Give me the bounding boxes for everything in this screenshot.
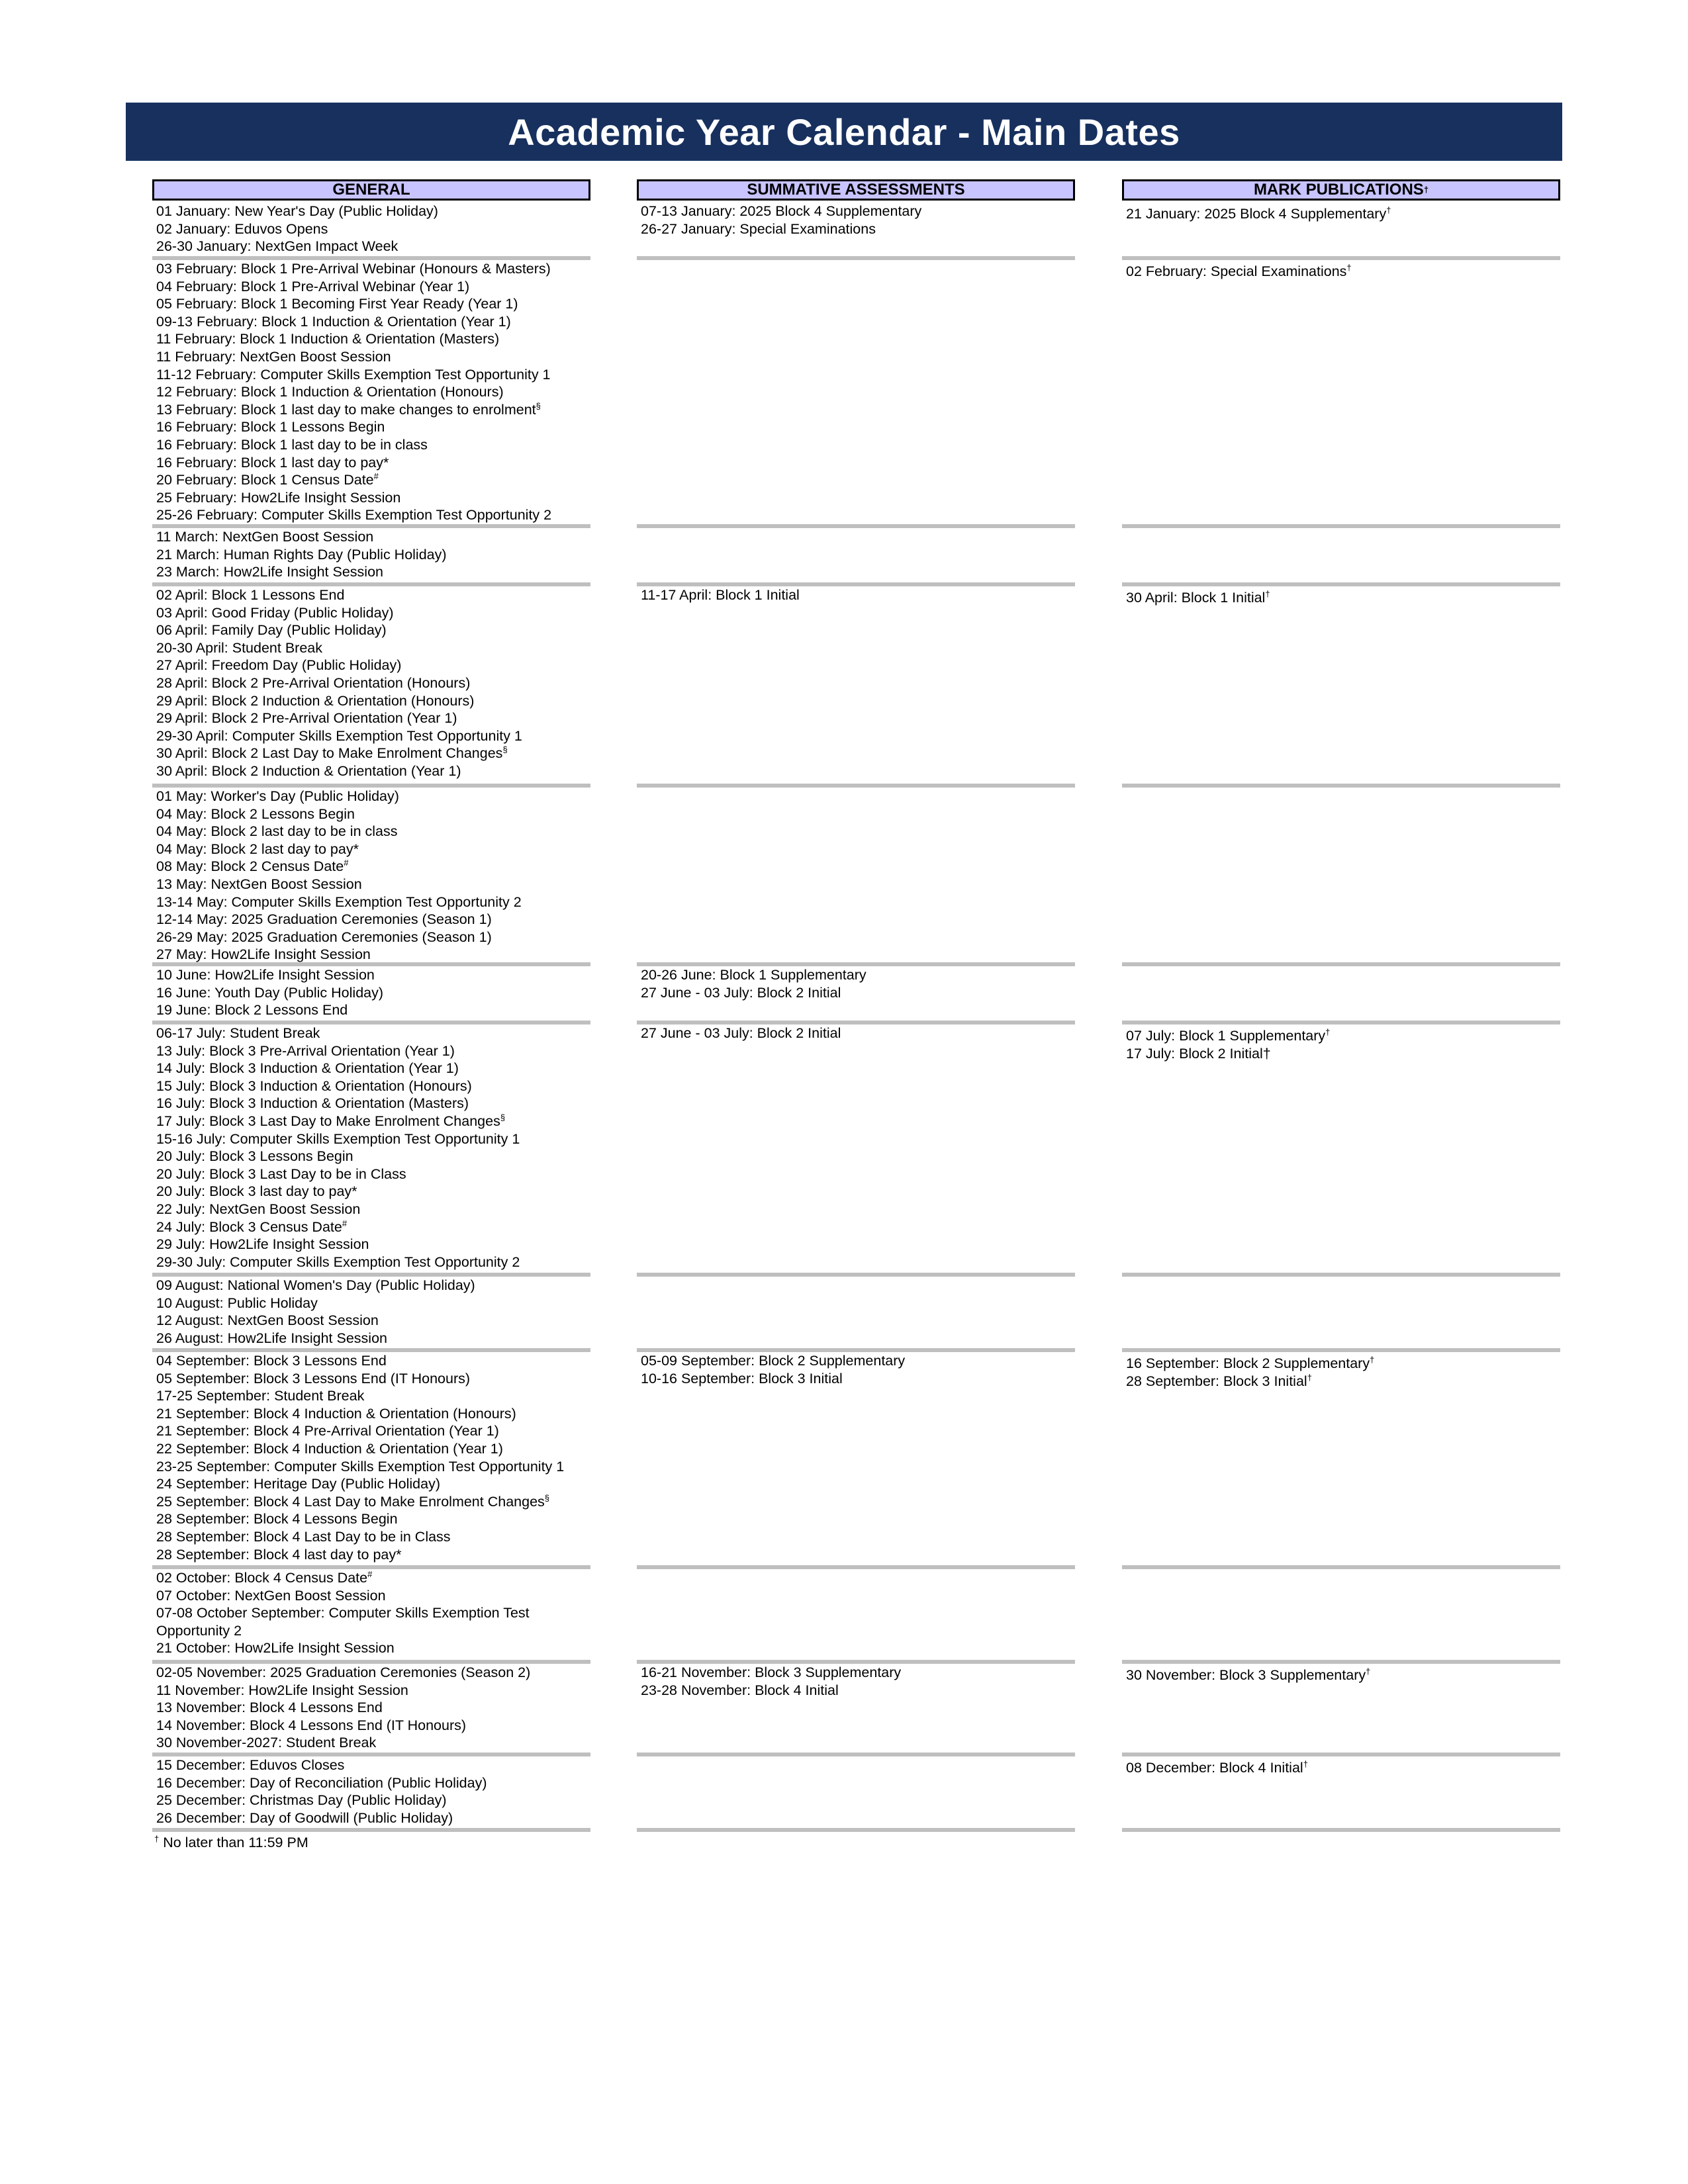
calendar-entry (156, 1569, 372, 1587)
entry-text: 26-27 January: Special Examinations (641, 220, 876, 237)
calendar-entry (641, 1352, 905, 1370)
entry-text: 08 December: Block 4 Initial (1126, 1760, 1303, 1776)
calendar-entry (156, 1312, 379, 1330)
section-divider (637, 1273, 1075, 1277)
calendar-entry (156, 893, 522, 911)
calendar-entry (156, 621, 387, 639)
entry-text: 26-30 January: NextGen Impact Week (156, 238, 399, 255)
entry-text: 13-14 May: Computer Skills Exemption Test Opportunity 2 (156, 893, 522, 910)
entry-text: 20 July: Block 3 last day to pay* (156, 1183, 357, 1200)
entry-text: 04 February: Block 1 Pre-Arrival Webinar (Year 1) (156, 278, 470, 295)
calendar-entry (156, 1510, 398, 1528)
entry-text: 26-29 May: 2025 Graduation Ceremonies (Season 1) (156, 929, 492, 945)
section-divider (152, 1752, 590, 1756)
calendar-entry (156, 1699, 383, 1717)
calendar-entry (156, 260, 551, 278)
entry-text: 16 February: Block 1 last day to pay* (156, 454, 389, 471)
entry-text: 09 August: National Women's Day (Public Holiday) (156, 1277, 475, 1293)
calendar-entry (156, 1664, 530, 1682)
entry-text: 29-30 July: Computer Skills Exemption Test Opportunity 2 (156, 1253, 520, 1270)
footnote-mark: § (500, 1112, 506, 1122)
entry-text: 14 July: Block 3 Induction & Orientation (Year 1) (156, 1060, 459, 1077)
entry-text: 20 July: Block 3 Last Day to be in Class (156, 1165, 406, 1182)
calendar-entry (156, 823, 397, 841)
calendar-entry (1126, 1759, 1308, 1777)
section-divider (1122, 1660, 1560, 1664)
calendar-entry (156, 966, 375, 984)
section-divider (152, 524, 590, 528)
calendar-entry (156, 946, 371, 964)
calendar-entry (156, 1639, 395, 1657)
entry-text: 03 April: Good Friday (Public Holiday) (156, 604, 394, 621)
calendar-entry (156, 1060, 459, 1077)
entry-text: 04 May: Block 2 last day to pay* (156, 841, 359, 857)
calendar-entry (156, 1458, 564, 1476)
calendar-entry (156, 1218, 347, 1236)
entry-text: 16 December: Day of Reconciliation (Public Holiday) (156, 1774, 487, 1791)
calendar-entry (156, 929, 492, 946)
calendar-entry (641, 220, 876, 238)
section-divider (1122, 1565, 1560, 1569)
entry-text: 13 February: Block 1 last day to make changes to enrolment (156, 401, 536, 418)
section-divider (1122, 1752, 1560, 1756)
entry-text: 22 July: NextGen Boost Session (156, 1201, 361, 1217)
calendar-entry (156, 1148, 353, 1165)
entry-text: 24 July: Block 3 Census Date (156, 1218, 342, 1235)
section-divider (152, 1660, 590, 1664)
section-divider (152, 256, 590, 260)
footnote-mark: † (1265, 588, 1270, 599)
calendar-entry (156, 401, 541, 419)
calendar-entry (156, 841, 359, 858)
entry-text: 02 April: Block 1 Lessons End (156, 587, 345, 603)
entry-text: 23-25 September: Computer Skills Exemption Test Opportunity 1 (156, 1458, 565, 1475)
entry-text: 24 September: Heritage Day (Public Holiday) (156, 1476, 441, 1492)
entry-text: 10-16 September: Block 3 Initial (641, 1370, 843, 1387)
entry-text: 25 February: How2Life Insight Session (156, 489, 401, 506)
calendar-entry (156, 762, 461, 780)
section-divider (152, 582, 590, 586)
calendar-entry (156, 1405, 516, 1423)
entry-text: 25 September: Block 4 Last Day to Make Enrolment Changes (156, 1493, 545, 1510)
calendar-entry (156, 1077, 472, 1095)
entry-text: 05 September: Block 3 Lessons End (IT Honours) (156, 1370, 471, 1387)
entry-text: 16 September: Block 2 Supplementary (1126, 1355, 1370, 1371)
section-divider (1122, 962, 1560, 966)
section-divider (152, 1348, 590, 1352)
entry-text: 02 February: Special Examinations (1126, 263, 1347, 279)
entry-text: 16 July: Block 3 Induction & Orientation (Masters) (156, 1095, 469, 1112)
section-divider (637, 1828, 1075, 1832)
calendar-entry (156, 1295, 318, 1312)
entry-text: 27 May: How2Life Insight Session (156, 946, 371, 963)
calendar-entry (641, 203, 921, 220)
footnote (154, 1835, 308, 1851)
section-divider (1122, 1828, 1560, 1832)
entry-text: 01 May: Worker's Day (Public Holiday) (156, 788, 399, 804)
entry-text: 05 February: Block 1 Becoming First Year Ready (Year 1) (156, 296, 518, 312)
page-title: Academic Year Calendar - Main Dates (126, 103, 1562, 161)
section-divider (152, 962, 590, 966)
section-divider (637, 1565, 1075, 1569)
header-general: GENERAL (152, 179, 590, 201)
calendar-entry (156, 1546, 402, 1564)
entry-text: 25 December: Christmas Day (Public Holiday) (156, 1792, 447, 1809)
calendar-entry (156, 563, 383, 581)
calendar-entry (156, 1201, 360, 1218)
section-divider (152, 1273, 590, 1277)
footnote-mark: § (544, 1492, 550, 1503)
calendar-entry (641, 1024, 841, 1042)
calendar-entry (156, 858, 348, 876)
calendar-entry (156, 454, 389, 472)
section-divider (637, 1660, 1075, 1664)
footnote-mark: § (502, 745, 508, 755)
section-divider (637, 1752, 1075, 1756)
calendar-entry (641, 1664, 901, 1682)
entry-text: 11 February: NextGen Boost Session (156, 349, 391, 365)
entry-text: 21 September: Block 4 Induction & Orientation (Honours) (156, 1405, 516, 1422)
section-divider (637, 582, 1075, 586)
entry-text: 13 May: NextGen Boost Session (156, 876, 362, 892)
entry-text: 06-17 July: Student Break (156, 1025, 320, 1041)
entry-text: 04 May: Block 2 last day to be in class (156, 823, 398, 840)
calendar-entry (156, 788, 399, 805)
calendar-entry (1126, 589, 1270, 607)
calendar-entry (156, 1756, 344, 1774)
calendar-entry (156, 348, 391, 366)
calendar-entry (156, 1792, 447, 1809)
entry-text: 20-26 June: Block 1 Supplementary (641, 967, 867, 983)
calendar-entry (1126, 263, 1352, 281)
calendar-entry (156, 639, 322, 657)
footnote-mark: † (1366, 1666, 1371, 1676)
entry-text: 30 April: Block 2 Induction & Orientation (Year 1) (156, 763, 461, 779)
entry-text: 06 April: Family Day (Public Holiday) (156, 622, 387, 639)
calendar-entry (156, 709, 457, 727)
entry-text: 15 July: Block 3 Induction & Orientation (Honours) (156, 1077, 472, 1094)
footnote-mark: # (367, 1569, 373, 1579)
entry-text: 07 October: NextGen Boost Session (156, 1587, 386, 1604)
entry-text: 05-09 September: Block 2 Supplementary (641, 1353, 906, 1369)
entry-text: 07-13 January: 2025 Block 4 Supplementary (641, 203, 922, 219)
footnote-mark: † (1370, 1354, 1375, 1365)
calendar-entry (156, 1475, 440, 1493)
calendar-entry (156, 1236, 369, 1253)
header-mark-publications: MARK PUBLICATIONS † (1122, 179, 1560, 201)
entry-text: 28 September: Block 4 Lessons Begin (156, 1511, 398, 1527)
footnote-text: No later than 11:59 PM (163, 1835, 308, 1850)
calendar-entry (156, 727, 522, 745)
section-divider (152, 1828, 590, 1832)
footnote-mark: † (1307, 1372, 1312, 1383)
section-divider (1122, 784, 1560, 788)
section-divider (1122, 582, 1560, 586)
calendar-entry (156, 1587, 386, 1605)
entry-text: 26 December: Day of Goodwill (Public Holiday) (156, 1809, 453, 1826)
entry-text: 28 September: Block 4 last day to pay* (156, 1546, 402, 1563)
entry-text: 23-28 November: Block 4 Initial (641, 1682, 839, 1698)
calendar-entry (156, 1024, 320, 1042)
footnote-mark: † (1325, 1026, 1331, 1037)
calendar-entry (1126, 205, 1391, 223)
section-divider (152, 784, 590, 788)
entry-text: 16 February: Block 1 last day to be in class (156, 437, 428, 453)
entry-text: 15-16 July: Computer Skills Exemption Test Opportunity 1 (156, 1130, 520, 1147)
entry-text: 07 July: Block 1 Supplementary (1126, 1028, 1326, 1044)
section-divider (152, 1565, 590, 1569)
calendar-entry (1126, 1373, 1312, 1390)
footnote-symbol: † (154, 1833, 160, 1844)
entry-text: 01 January: New Year's Day (Public Holiday) (156, 203, 438, 219)
entry-text: 21 October: How2Life Insight Session (156, 1640, 395, 1657)
entry-text: 20 July: Block 3 Lessons Begin (156, 1148, 353, 1165)
footnote-mark: # (373, 471, 379, 482)
section-divider (1122, 524, 1560, 528)
calendar-entry (156, 657, 401, 674)
calendar-entry (156, 1095, 469, 1113)
entry-text: 17 July: Block 3 Last Day to Make Enrolment Changes (156, 1113, 500, 1129)
calendar-entry (156, 1130, 520, 1148)
calendar-entry (156, 1253, 520, 1271)
section-divider (152, 1021, 590, 1024)
calendar-entry (156, 1387, 364, 1405)
entry-text: 30 April: Block 2 Last Day to Make Enrolment Changes (156, 745, 503, 762)
entry-text: Opportunity 2 (156, 1622, 242, 1639)
calendar-entry (156, 692, 474, 710)
entry-text: 04 September: Block 3 Lessons End (156, 1353, 387, 1369)
footnote-mark: † (1386, 205, 1391, 215)
entry-text: 28 September: Block 4 Last Day to be in Class (156, 1529, 451, 1545)
calendar-entry (641, 984, 841, 1002)
entry-text: 07-08 October September: Computer Skills Exemption Test (156, 1605, 530, 1621)
entry-text: 21 January: 2025 Block 4 Supplementary (1126, 206, 1387, 222)
calendar-entry (156, 330, 499, 348)
calendar-entry (156, 586, 344, 604)
entry-text: 20 February: Block 1 Census Date (156, 472, 374, 488)
calendar-entry (156, 604, 394, 622)
section-divider (1122, 1021, 1560, 1024)
calendar-entry (1126, 1666, 1370, 1684)
entry-text: 27 April: Freedom Day (Public Holiday) (156, 657, 402, 674)
section-divider (637, 784, 1075, 788)
section-divider (637, 256, 1075, 260)
section-divider (1122, 256, 1560, 260)
entry-text: 11 November: How2Life Insight Session (156, 1682, 408, 1698)
calendar-entry (156, 1440, 503, 1458)
entry-text: 13 July: Block 3 Pre-Arrival Orientation (Year 1) (156, 1042, 455, 1059)
calendar-entry (156, 1001, 348, 1019)
entry-text: 15 December: Eduvos Closes (156, 1757, 345, 1773)
calendar-entry (156, 1604, 530, 1622)
footnote-mark: # (342, 1218, 348, 1228)
calendar-entry (156, 1183, 357, 1201)
entry-text: 22 September: Block 4 Induction & Orientation (Year 1) (156, 1441, 503, 1457)
entry-text: 28 September: Block 3 Initial (1126, 1373, 1307, 1389)
calendar-entry (1126, 1045, 1271, 1063)
entry-text: 09-13 February: Block 1 Induction & Orientation (Year 1) (156, 313, 511, 330)
header-summative-assessments: SUMMATIVE ASSESSMENTS (637, 179, 1075, 201)
calendar-entry (156, 1809, 453, 1827)
entry-text: 12-14 May: 2025 Graduation Ceremonies (Season 1) (156, 911, 492, 928)
entry-text: 30 November: Block 3 Supplementary (1126, 1667, 1366, 1683)
entry-text: 08 May: Block 2 Census Date (156, 858, 344, 875)
entry-text: 26 August: How2Life Insight Session (156, 1330, 387, 1346)
calendar-entry (156, 1528, 451, 1546)
section-divider (1122, 1273, 1560, 1277)
calendar-entry (156, 506, 551, 524)
section-divider (1122, 1348, 1560, 1352)
entry-text: 29 April: Block 2 Pre-Arrival Orientation (Year 1) (156, 710, 457, 727)
entry-text: 25-26 February: Computer Skills Exemption Test Opportunity 2 (156, 507, 552, 523)
entry-text: 04 May: Block 2 Lessons Begin (156, 805, 355, 822)
entry-text: 02 January: Eduvos Opens (156, 220, 328, 237)
calendar-entry (156, 295, 518, 313)
entry-text: 29 April: Block 2 Induction & Orientation (Honours) (156, 692, 475, 709)
calendar-entry (156, 528, 373, 546)
entry-text: 11-17 April: Block 1 Initial (641, 587, 800, 603)
calendar-entry (156, 313, 511, 331)
entry-text: 17 July: Block 2 Initial† (1126, 1045, 1271, 1062)
calendar-entry (156, 911, 492, 929)
entry-text: 17-25 September: Student Break (156, 1388, 365, 1404)
calendar-entry (156, 1330, 387, 1347)
entry-text: 23 March: How2Life Insight Session (156, 564, 383, 580)
entry-text: 11 February: Block 1 Induction & Orientation (Masters) (156, 331, 500, 347)
footnote-mark: † (1303, 1758, 1308, 1769)
header-label: MARK PUBLICATIONS (1253, 181, 1424, 199)
calendar-entry (156, 546, 447, 564)
entry-text: 19 June: Block 2 Lessons End (156, 1002, 348, 1019)
entry-text: 16 June: Youth Day (Public Holiday) (156, 984, 384, 1001)
calendar-entry (156, 876, 362, 893)
calendar-entry (156, 383, 504, 401)
calendar-entry (156, 278, 469, 296)
calendar-entry (156, 1774, 487, 1792)
calendar-entry (156, 1165, 406, 1183)
entry-text: 03 February: Block 1 Pre-Arrival Webinar (Honours & Masters) (156, 261, 551, 277)
entry-text: 27 June - 03 July: Block 2 Initial (641, 1025, 841, 1041)
calendar-entry (156, 1113, 505, 1130)
calendar-entry (641, 586, 800, 604)
entry-text: 30 November-2027: Student Break (156, 1735, 377, 1751)
entry-text: 12 August: NextGen Boost Session (156, 1312, 379, 1329)
calendar-entry (156, 1734, 376, 1752)
entry-text: 16-21 November: Block 3 Supplementary (641, 1664, 902, 1680)
calendar-entry (156, 1422, 499, 1440)
calendar-entry (156, 220, 328, 238)
entry-text: 27 June - 03 July: Block 2 Initial (641, 984, 841, 1001)
calendar-entry (156, 489, 400, 507)
calendar-entry (156, 1352, 387, 1370)
entry-text: 21 March: Human Rights Day (Public Holiday) (156, 546, 447, 563)
calendar-entry (156, 471, 379, 489)
calendar-entry (156, 1682, 408, 1700)
calendar-entry (156, 674, 470, 692)
entry-text: 02 October: Block 4 Census Date (156, 1570, 368, 1586)
entry-text: 30 April: Block 1 Initial (1126, 590, 1266, 606)
calendar-entry (156, 1622, 242, 1640)
section-divider (637, 524, 1075, 528)
calendar-entry (156, 984, 383, 1002)
calendar-entry (1126, 1027, 1330, 1045)
section-divider (637, 962, 1075, 966)
calendar-entry (156, 1277, 475, 1295)
entry-text: 12 February: Block 1 Induction & Orientation (Honours) (156, 384, 504, 400)
calendar-entry (156, 238, 398, 255)
section-divider (637, 1021, 1075, 1024)
calendar-entry (641, 1682, 839, 1700)
calendar-entry (156, 1042, 455, 1060)
entry-text: 29 July: How2Life Insight Session (156, 1236, 369, 1253)
entry-text: 28 April: Block 2 Pre-Arrival Orientation (Honours) (156, 675, 471, 691)
entry-text: 16 February: Block 1 Lessons Begin (156, 419, 385, 435)
calendar-entry (156, 1717, 466, 1735)
calendar-entry (156, 366, 551, 384)
calendar-entry (641, 966, 867, 984)
section-divider (637, 1348, 1075, 1352)
calendar-entry (156, 745, 508, 762)
entry-text: 21 September: Block 4 Pre-Arrival Orientation (Year 1) (156, 1423, 499, 1439)
calendar-entry (1126, 1355, 1374, 1373)
entry-text: 13 November: Block 4 Lessons End (156, 1700, 383, 1716)
entry-text: 10 June: How2Life Insight Session (156, 967, 375, 983)
calendar-entry (156, 203, 438, 220)
entry-text: 11 March: NextGen Boost Session (156, 529, 374, 545)
entry-text: 20-30 April: Student Break (156, 639, 322, 656)
calendar-entry (641, 1370, 843, 1388)
entry-text: 11-12 February: Computer Skills Exemption Test Opportunity 1 (156, 366, 551, 383)
entry-text: 10 August: Public Holiday (156, 1295, 318, 1311)
calendar-entry (156, 418, 385, 436)
entry-text: 02-05 November: 2025 Graduation Ceremonies (Season 2) (156, 1664, 531, 1680)
calendar-entry (156, 1493, 549, 1511)
footnote-mark: # (344, 858, 349, 868)
entry-text: 29-30 April: Computer Skills Exemption Test Opportunity 1 (156, 727, 522, 744)
footnote-mark: § (536, 400, 541, 411)
entry-text: 14 November: Block 4 Lessons End (IT Honours) (156, 1717, 467, 1733)
footnote-mark: † (1346, 262, 1352, 273)
calendar-entry (156, 1370, 470, 1388)
calendar-entry (156, 436, 428, 454)
calendar-entry (156, 805, 355, 823)
